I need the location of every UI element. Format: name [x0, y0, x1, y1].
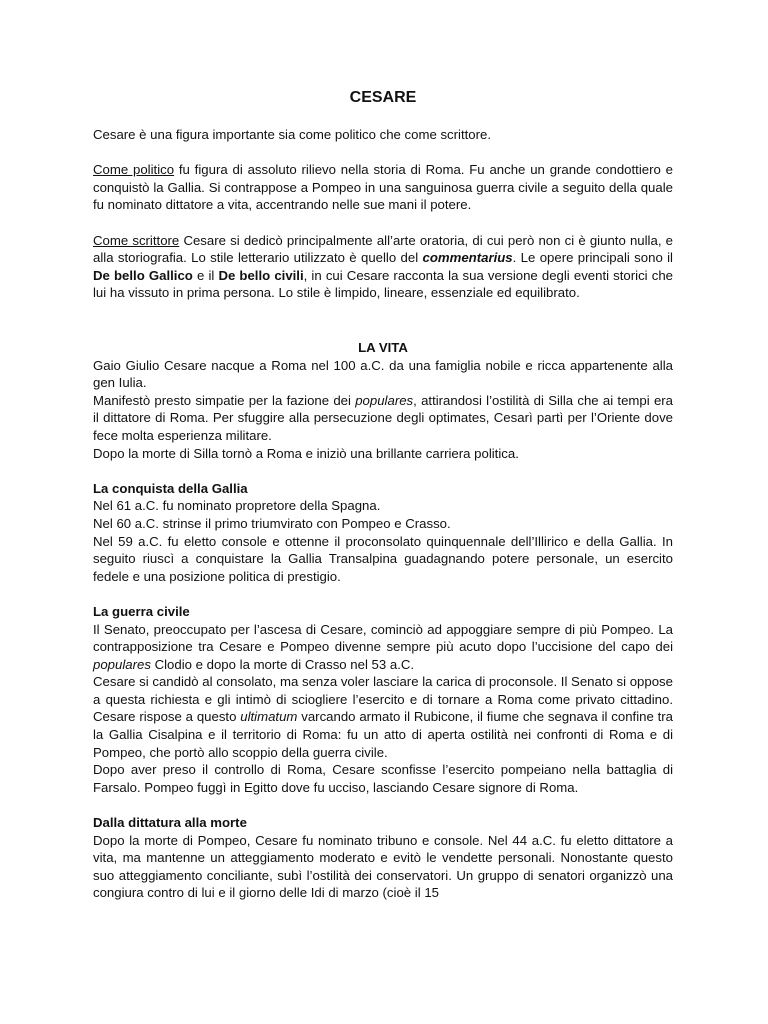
vita-text-2b: , attirandosi l’ostilità di Silla che ai tempi era il dittatore di Roma. Per sfuggire alla persecuzione degli optimates, Cesarì partì per l’Oriente dove fece molta esperienza militare. [93, 392, 674, 443]
gallia-line-2: Nel 60 a.C. strinse il primo triumvirato con Pompeo e Crasso. [93, 515, 451, 531]
guerra-paragraph-3: Dopo aver preso il controllo di Roma, Cesare sconfisse l’esercito pompeiano nella battaglia di Farsalo. Pompeo fuggì in Egitto dove fu ucciso, lasciando Cesare signore di Roma. [93, 762, 673, 795]
scrittore-text-2: . Le opere principali sono il [512, 250, 673, 266]
scrittore-text-3: e il [192, 267, 219, 283]
guerra-paragraph-2 [93, 673, 673, 761]
scrittore-label: Come scrittore [93, 232, 180, 248]
dittatura-paragraph-1: Dopo la morte di Pompeo, Cesare fu nominato tribuno e console. Nel 44 a.C. fu eletto dittatore a vita, ma mantenne un atteggiamento moderato e evitò le vendette personali. Nonostante questo suo atteggiamento conciliante, subì l’ostilità dei conservatori. Un gruppo di senatori organizzò una congiura contro di lui e il giorno delle Idi di marzo (cioè il 15 [93, 832, 673, 901]
guerra-text-2b: varcando armato il Rubicone, il fiume che segnava il confine tra la Gallia Cisalpina e il territorio di Roma: fu un atto di aperta ostilità nei confronti di Roma e di Pompeo, che portò allo scoppio della guerra civile. [93, 709, 674, 760]
vita-heading: LA VITA [358, 340, 408, 355]
politico-text: fu figura di assoluto rilievo nella storia di Roma. Fu anche un grande condottiero e conquistò la Gallia. Si contrappose a Pompeo in una sanguinosa guerra civile a seguito della quale fu nominato dittatore a vita, accentrando nelle sue mani il potere. [93, 162, 673, 213]
gallia-heading: La conquista della Gallia [93, 480, 248, 496]
intro-section [93, 126, 673, 302]
populares-term: populares [355, 392, 414, 408]
scrittore-paragraph [93, 232, 673, 302]
guerra-heading: La guerra civile [93, 603, 190, 619]
guerra-text-2a: Cesare si candidò al consolato, ma senza voler lasciare la carica di proconsole. Il Senato si oppose a questa richiesta e gli intimò di sciogliere l’esercito e di tornare a Roma come privato cittadino. Cesare rispose a questo [93, 674, 673, 725]
guerra-paragraph-1 [93, 621, 673, 674]
page-title: CESARE [349, 89, 417, 106]
politico-label: Come politico [93, 162, 175, 178]
de-bello-gallico-title: De bello Gallico [93, 267, 193, 283]
populares-term-2: populares [93, 656, 151, 672]
gallia-line-3: Nel 59 a.C. fu eletto console e ottenne il proconsolato quinquennale dell’Illirico e della Gallia. In seguito riuscì a conquistare la Gallia Transalpina guadagnando potere personale, un esercito fedele e una posizione politica di prestigio. [93, 533, 673, 584]
dittatura-heading: Dalla dittatura alla morte [93, 815, 247, 831]
vita-paragraph-3: Dopo la morte di Silla tornò a Roma e iniziò una brillante carriera politica. [93, 445, 519, 461]
guerra-text-1b: Clodio e dopo la morte di Crasso nel 53 a.C. [150, 656, 415, 672]
guerra-text-1a: Il Senato, preoccupato per l’ascesa di Cesare, cominciò ad appoggiare sempre di più Pompeo. La contrapposizione tra Cesare e Pompeo divenne sempre più acuto dopo l’uccisione del capo dei [93, 621, 673, 655]
politico-paragraph [93, 161, 673, 214]
intro-paragraph: Cesare è una figura importante sia come politico che come scrittore. [93, 127, 492, 142]
vita-paragraph-2 [93, 392, 673, 445]
vita-section [93, 339, 673, 902]
scrittore-text-4: , in cui Cesare racconta la sua versione degli eventi storici che lui ha vissuto in prima persona. Lo stile è limpido, lineare, essenziale ed equilibrato. [93, 267, 673, 301]
ultimatum-term: ultimatum [240, 709, 298, 725]
de-bello-civili-title: De bello civili [218, 267, 304, 283]
gallia-line-1: Nel 61 a.C. fu nominato propretore della Spagna. [93, 498, 381, 514]
commentarius-term: commentarius [422, 250, 513, 266]
scrittore-text-1: Cesare si dedicò principalmente all’arte oratoria, di cui però non ci è giunto nulla, e alla storiografia. Lo stile letterario utilizzato è quello del [93, 232, 673, 266]
vita-text-2a: Manifestò presto simpatie per la fazione dei [93, 392, 356, 408]
vita-paragraph-1: Gaio Giulio Cesare nacque a Roma nel 100 a.C. da una famiglia nobile e ricca appartenente alla gen Iulia. [93, 357, 673, 391]
